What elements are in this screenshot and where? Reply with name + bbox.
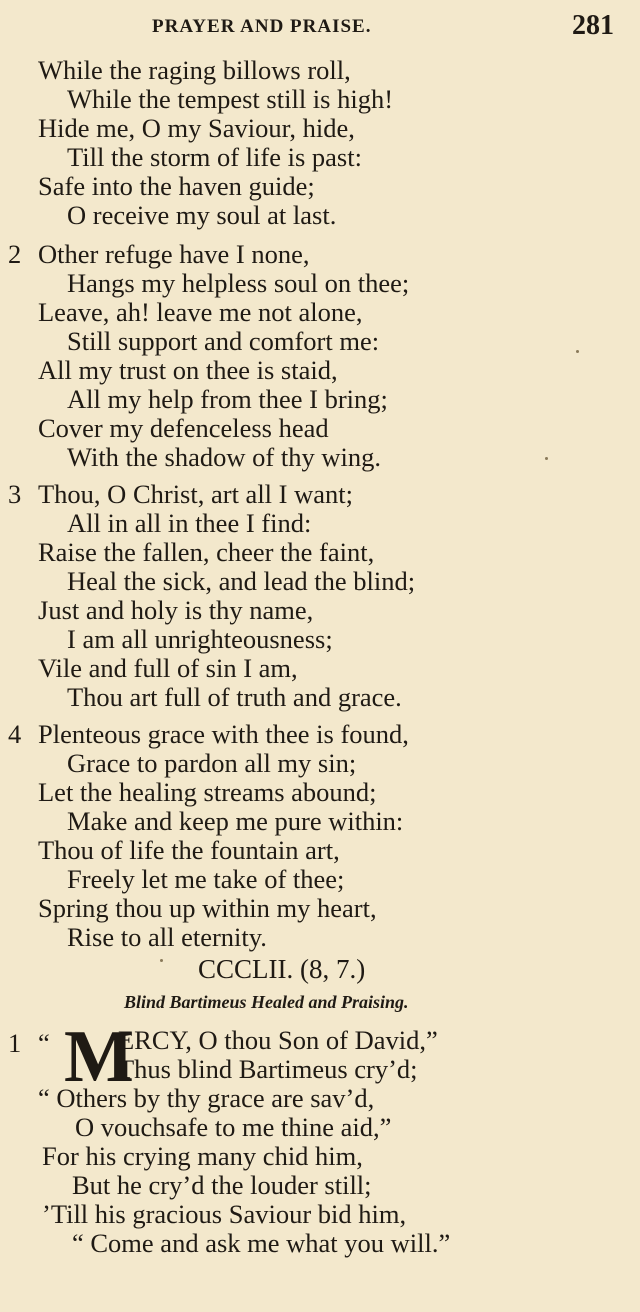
verse-line: For his crying many chid him,	[42, 1141, 363, 1171]
verse-line: Plenteous grace with thee is found,	[38, 719, 409, 749]
verse-line: While the raging billows roll,	[38, 55, 351, 85]
verse-line: Safe into the haven guide;	[38, 171, 315, 201]
verse-line: Raise the fallen, cheer the faint,	[38, 537, 375, 567]
paper-speck	[576, 350, 579, 353]
verse-line: While the tempest still is high!	[67, 84, 394, 114]
verse-line: Other refuge have I none,	[38, 239, 310, 269]
running-head: PRAYER AND PRAISE.	[152, 16, 372, 37]
verse-line: Thou of life the fountain art,	[38, 835, 340, 865]
verse-number: 2	[8, 239, 22, 269]
verse-number: 1	[8, 1028, 22, 1058]
verse-line: Vile and full of sin I am,	[38, 653, 298, 683]
verse-line: O vouchsafe to me thine aid,”	[75, 1112, 392, 1142]
verse-line: “ Others by thy grace are sav’d,	[38, 1083, 375, 1113]
drop-cap: M	[64, 1016, 134, 1098]
verse-line: Spring thou up within my heart,	[38, 893, 377, 923]
opening-quote: “	[38, 1028, 50, 1058]
verse-number: 4	[8, 719, 22, 749]
verse-line: Till the storm of life is past:	[67, 142, 362, 172]
verse-line: Leave, ah! leave me not alone,	[38, 297, 363, 327]
verse-line: Freely let me take of thee;	[67, 864, 345, 894]
verse-line: Hangs my helpless soul on thee;	[67, 268, 410, 298]
verse-line: I am all unrighteousness;	[67, 624, 333, 654]
verse-line: Make and keep me pure within:	[67, 806, 404, 836]
verse-line: Thou art full of truth and grace.	[67, 682, 402, 712]
hymn-title: CCCLII. (8, 7.)	[198, 954, 366, 984]
hymn-subtitle: Blind Bartimeus Healed and Praising.	[124, 992, 409, 1012]
verse-line: Cover my defenceless head	[38, 413, 329, 443]
page-header	[0, 10, 640, 44]
verse-number: 3	[8, 479, 22, 509]
paper-speck	[160, 959, 163, 962]
verse-line: But he cry’d the louder still;	[72, 1170, 372, 1200]
verse-line: All in all in thee I find:	[67, 508, 312, 538]
verse-line: Thus blind Bartimeus cry’d;	[118, 1054, 418, 1084]
verse-line: Heal the sick, and lead the blind;	[67, 566, 416, 596]
paper-speck	[545, 457, 548, 460]
verse-line: Grace to pardon all my sin;	[67, 748, 357, 778]
verse-line: Hide me, O my Saviour, hide,	[38, 113, 355, 143]
page-number: 281	[572, 10, 614, 41]
verse-line: Rise to all eternity.	[67, 922, 267, 952]
verse-line: Just and holy is thy name,	[38, 595, 314, 625]
verse-line: “ Come and ask me what you will.”	[72, 1228, 451, 1258]
verse-line: Let the healing streams abound;	[38, 777, 377, 807]
verse-line: O receive my soul at last.	[67, 200, 337, 230]
verse-line: All my trust on thee is staid,	[38, 355, 338, 385]
verse-line: Still support and comfort me:	[67, 326, 380, 356]
verse-line: ’Till his gracious Saviour bid him,	[42, 1199, 407, 1229]
verse-line: All my help from thee I bring;	[67, 384, 388, 414]
verse-line: Thou, O Christ, art all I want;	[38, 479, 353, 509]
verse-line: With the shadow of thy wing.	[67, 442, 381, 472]
verse-line: ERCY, O thou Son of David,”	[118, 1025, 438, 1055]
